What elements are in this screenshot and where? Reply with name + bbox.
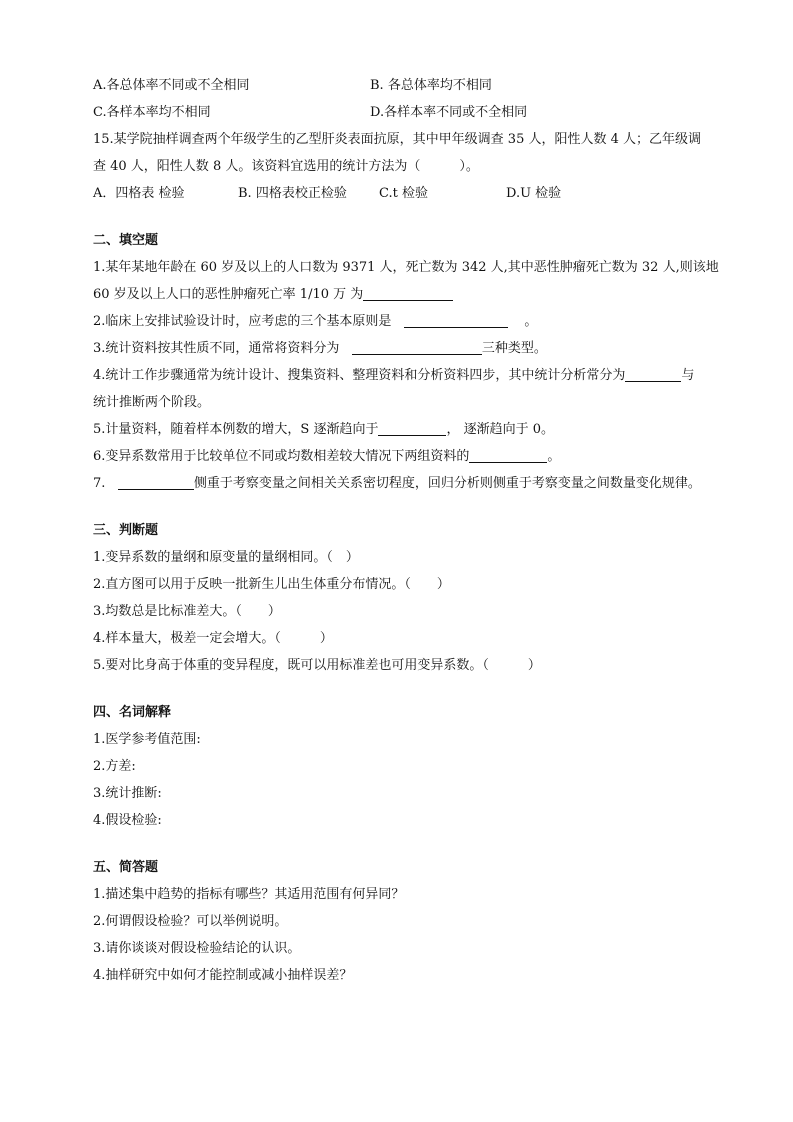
term-item: 1.医学参考值范围:	[93, 732, 201, 747]
fill-q5: 5.计量资料，随着样本例数的增大，S 逐渐趋向于 ， 逐渐趋向于 0。	[93, 422, 554, 437]
term-item: 4.假设检验:	[93, 813, 162, 828]
q14-option-a: A.各总体率不同或不全相同	[93, 78, 250, 93]
short-section-title: 五、简答题	[93, 860, 159, 875]
exam-page	[93, 72, 743, 989]
fill-blank-5[interactable]	[378, 421, 446, 436]
fill-q4-line-2: 统计推断两个阶段。	[93, 395, 211, 410]
fill-blank-7[interactable]	[118, 475, 194, 490]
q14-option-d: D.各样本率不同或不全相同	[370, 105, 528, 120]
q15-option-c: C.t 检验	[379, 186, 428, 201]
judge-item: 2.直方图可以用于反映一批新生儿出生体重分布情况。（ ）	[93, 577, 450, 592]
fill-q7: 7. 侧重于考察变量之间相关关系密切程度，回归分析则侧重于考察变量之间数量变化规律。	[93, 476, 701, 491]
judge-section-title: 三、判断题	[93, 523, 159, 538]
q14-options-row-2	[93, 99, 743, 126]
short-item: 3.请你谈谈对假设检验结论的认识。	[93, 941, 301, 956]
term-item: 3.统计推断:	[93, 786, 162, 801]
fill-q6: 6.变异系数常用于比较单位不同或均数相差较大情况下两组资料的 。	[93, 449, 561, 464]
short-item: 1.描述集中趋势的指标有哪些？其适用范围有何异同？	[93, 887, 405, 902]
term-item: 2.方差:	[93, 759, 136, 774]
fill-section-title: 二、填空题	[93, 233, 159, 248]
fill-blank-6[interactable]	[469, 448, 547, 463]
q15-text-line-2: 查 40 人，阳性人数 8 人。该资料宜选用的统计方法为（ ）。	[93, 159, 479, 174]
fill-q1-line-2: 60 岁及以上人口的恶性肿瘤死亡率 1/10 万 为	[93, 281, 743, 308]
fill-blank-4[interactable]	[625, 367, 681, 382]
q15-options	[93, 180, 743, 207]
q15-option-d: D.U 检验	[506, 186, 562, 201]
fill-q3: 3.统计资料按其性质不同，通常将资料分为 三种类型。	[93, 341, 547, 356]
q14-option-b: B. 各总体率均不相同	[370, 78, 492, 93]
q14-options-row-1	[93, 72, 743, 99]
judge-item: 3.均数总是比标准差大。（ ）	[93, 604, 281, 619]
judge-item: 1.变异系数的量纲和原变量的量纲相同。（ ）	[93, 550, 359, 565]
q15-text-line-1: 15.某学院抽样调查两个年级学生的乙型肝炎表面抗原，其中甲年级调查 35 人，阳性人数 4 人；乙年级调	[93, 132, 702, 147]
fill-q4-line-1: 4.统计工作步骤通常为统计设计、搜集资料、整理资料和分析资料四步，其中统计分析常分为 与	[93, 368, 695, 383]
fill-q1-line-1: 1.某年某地年龄在 60 岁及以上的人口数为 9371 人，死亡数为 342 人,其中恶性肿瘤死亡数为 32 人,则该地	[93, 260, 719, 275]
judge-item: 5.要对比身高于体重的变异程度，既可以用标准差也可用变异系数。（ ）	[93, 658, 541, 673]
short-item: 2.何谓假设检验？可以举例说明。	[93, 914, 288, 929]
q15-option-a: A．四格表 检验	[93, 186, 185, 201]
fill-blank-2[interactable]	[404, 313, 508, 328]
fill-blank-3[interactable]	[352, 340, 482, 355]
q14-option-c: C.各样本率均不相同	[93, 105, 211, 120]
fill-blank-1[interactable]	[363, 286, 453, 301]
fill-q2: 2.临床上安排试验设计时，应考虑的三个基本原则是 。	[93, 314, 538, 329]
short-item: 4.抽样研究中如何才能控制或减小抽样误差？	[93, 968, 353, 983]
terms-section-title: 四、名词解释	[93, 705, 172, 720]
q15-option-b: B. 四格表校正检验	[238, 186, 347, 201]
judge-item: 4.样本量大，极差一定会增大。（ ）	[93, 631, 333, 646]
